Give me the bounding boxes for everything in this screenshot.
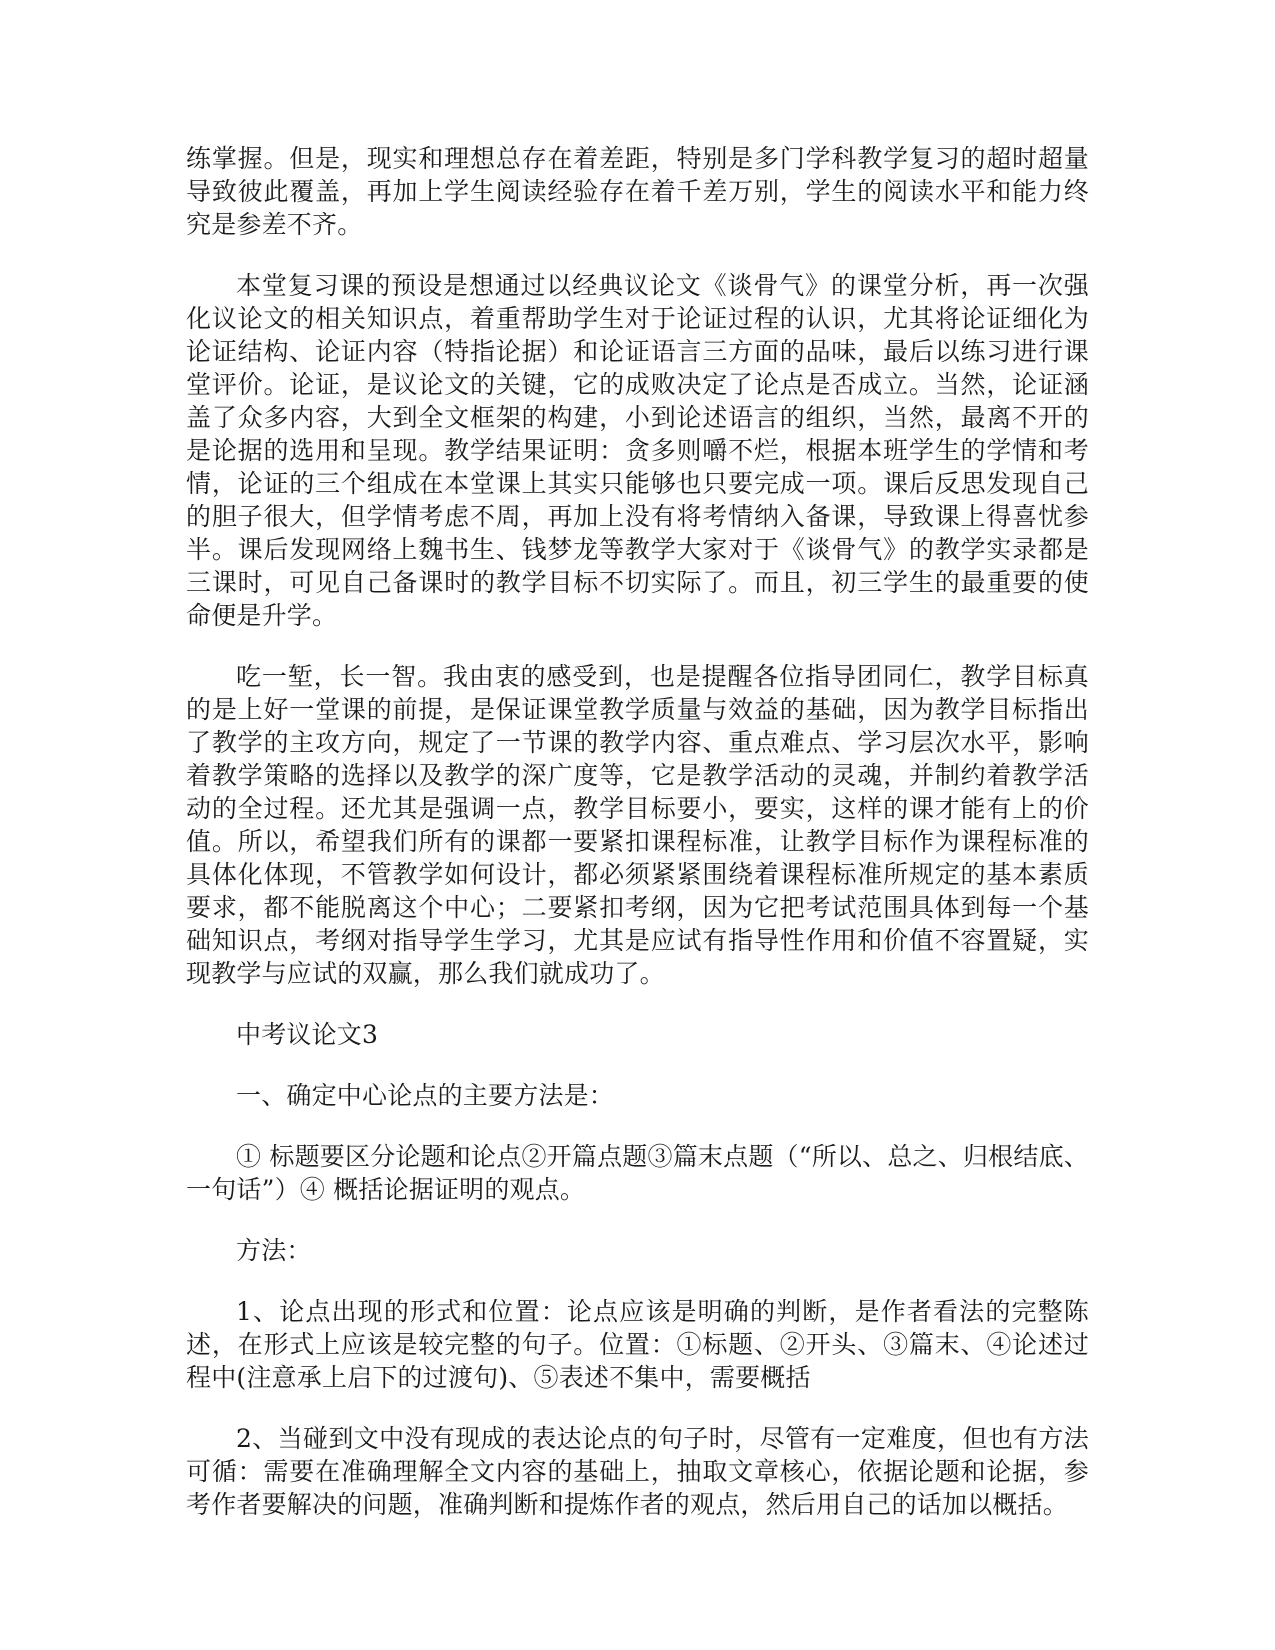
paragraph-method-1: 1、论点出现的形式和位置：论点应该是明确的判断，是作者看法的完整陈述，在形式上应该是较完整的句子。位置：①标题、②开头、③篇末、④论述过程中(注意承上启下的过渡句)、⑤表述不集中，需要概括 [186, 1297, 1089, 1392]
subsection-heading: 一、确定中心论点的主要方法是： [236, 1081, 615, 1110]
paragraph-method-2: 2、当碰到文中没有现成的表达论点的句子时，尽管有一定难度，但也有方法可循：需要在准确理解全文内容的基础上，抽取文章核心，依据论题和论据，参考作者要解决的问题，准确判断和提炼作者的观点，然后用自己的话加以概括。 [186, 1424, 1089, 1519]
paragraph-3: 吃一堑，长一智。我由衷的感受到，也是提醒各位指导团同仁，教学目标真的是上好一堂课的前提，是保证课堂教学质量与效益的基础，因为教学目标指出了教学的主攻方向，规定了一节课的教学内容、重点难点、学习层次水平，影响着教学策略的选择以及教学的深广度等，它是教学活动的灵魂，并制约着教学活动的全过程。还尤其是强调一点，教学目标要小，要实，这样的课才能有上的价值。所以，希望我们所有的课都一要紧扣课程标准，让教学目标作为课程标准的具体化体现，不管教学如何设计，都必须紧紧围绕着课程标准所规定的基本素质要求，都不能脱离这个中心；二要紧扣考纲，因为它把考试范围具体到每一个基础知识点，考纲对指导学生学习，尤其是应试有指导性作用和价值不容置疑，实现教学与应试的双赢，那么我们就成功了。 [186, 662, 1089, 988]
methods-label: 方法： [236, 1236, 312, 1265]
document-body [186, 142, 1089, 1549]
paragraph-2: 本堂复习课的预设是想通过以经典议论文《谈骨气》的课堂分析，再一次强化议论文的相关知识点，着重帮助学生对于论证过程的认识，尤其将论证细化为论证结构、论证内容（特指论据）和论证语言三方面的品味，最后以练习进行课堂评价。论证，是议论文的关键，它的成败决定了论点是否成立。当然，论证涵盖了众多内容，大到全文框架的构建，小到论述语言的组织，当然，最离不开的是论据的选用和呈现。教学结果证明：贪多则嚼不烂，根据本班学生的学情和考情，论证的三个组成在本堂课上其实只能够也只要完成一项。课后反思发现自己的胆子很大，但学情考虑不周，再加上没有将考情纳入备课，导致课上得喜忧参半。课后发现网络上魏书生、钱梦龙等教学大家对于《谈骨气》的教学实录都是三课时，可见自己备课时的教学目标不切实际了。而且，初三学生的最重要的使命便是升学。 [186, 271, 1089, 630]
section-heading: 中考议论文3 [236, 1020, 379, 1049]
paragraph-1: 练掌握。但是，现实和理想总存在着差距，特别是多门学科教学复习的超时超量导致彼此覆盖，再加上学生阅读经验存在着千差万别，学生的阅读水平和能力终究是参差不齐。 [186, 144, 1089, 239]
paragraph-methods-list: ① 标题要区分论题和论点②开篇点题③篇末点题（“所以、总之、归根结底、一句话”）④ 概括论据证明的观点。 [186, 1142, 1089, 1204]
